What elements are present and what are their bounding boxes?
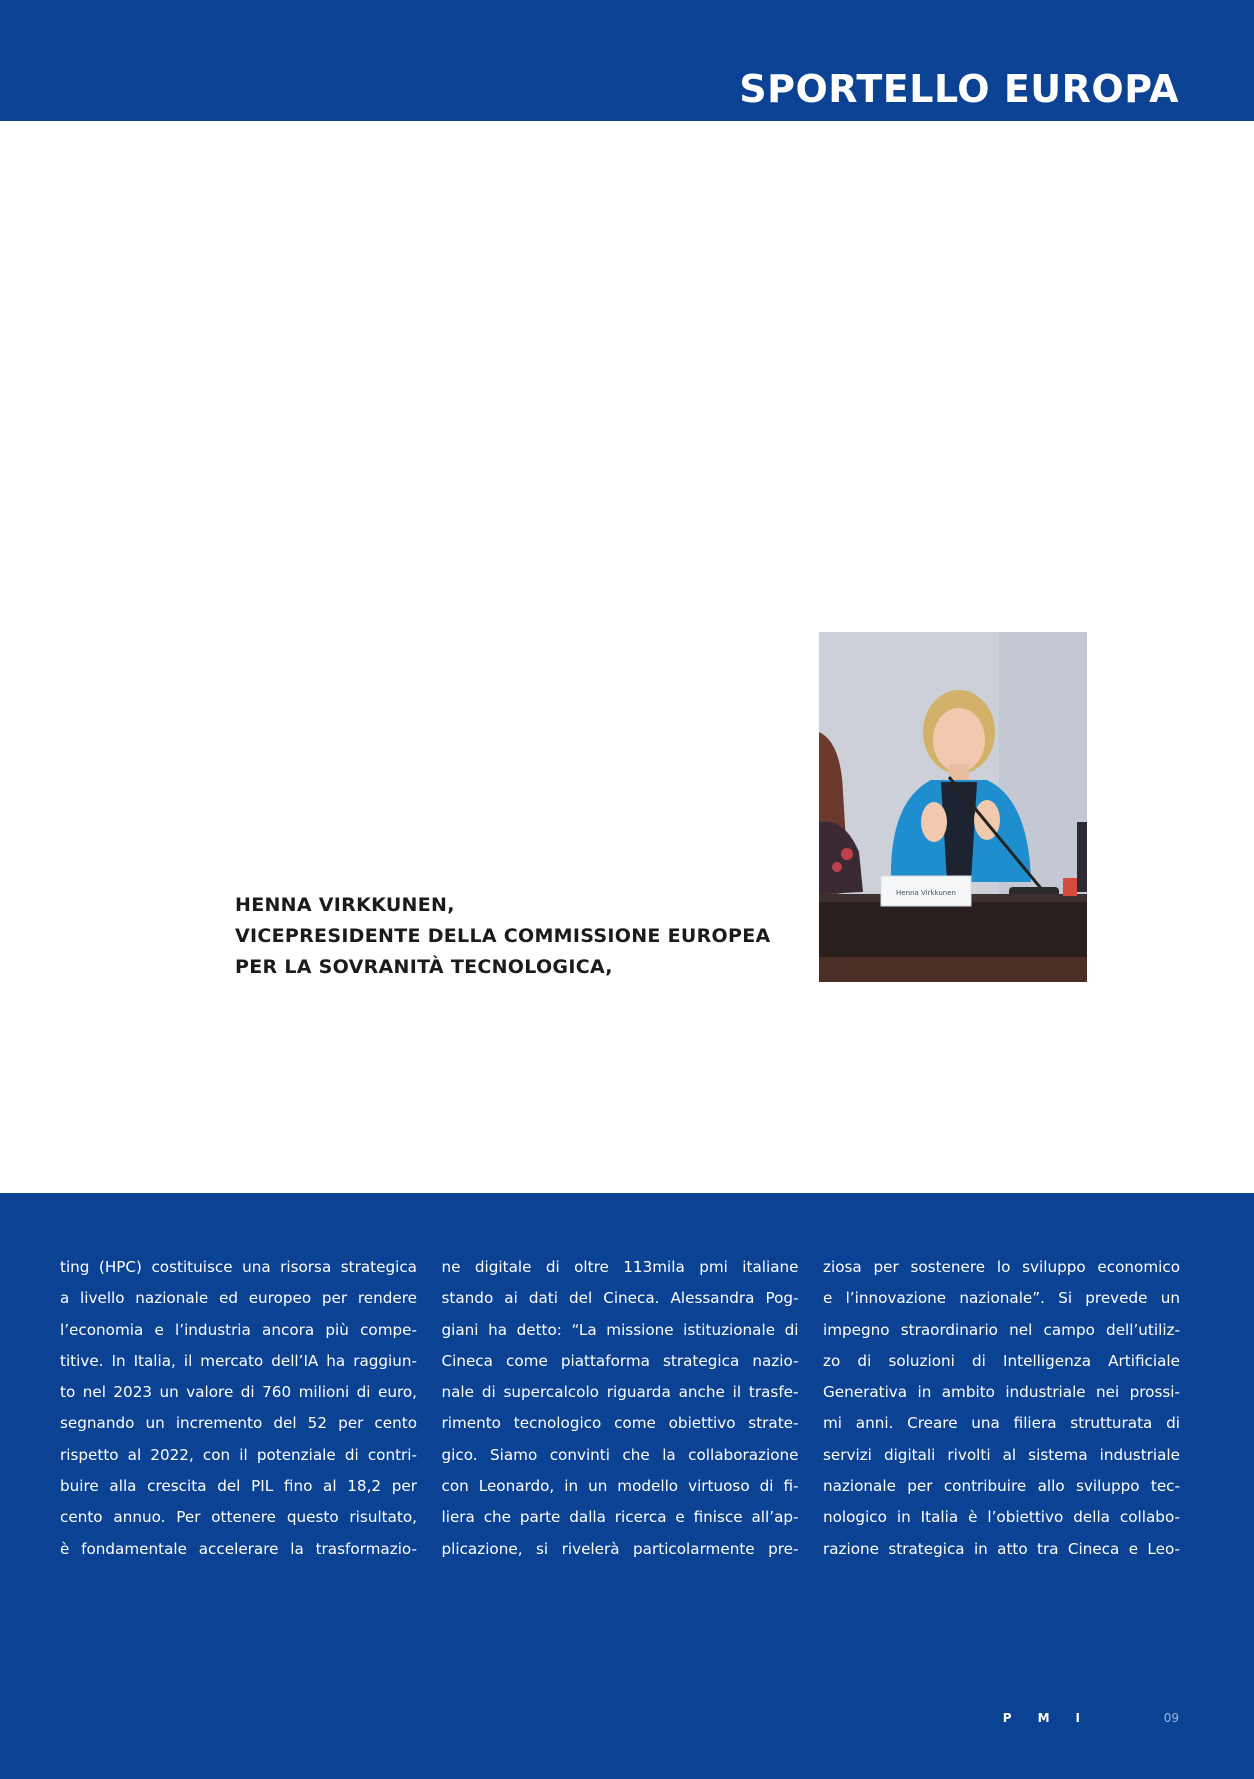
- article-body: [60, 1252, 1180, 1565]
- text-line: stando ai dati del Cineca. Alessandra Pog-: [441, 1289, 799, 1308]
- text-line: razione strategica in atto tra Cineca e Leo-: [823, 1539, 1180, 1558]
- text-line: è fondamentale accelerare la trasformazio-: [60, 1539, 417, 1558]
- article-column-1: [60, 1252, 417, 1565]
- text-line: rispetto al 2022, con il potenziale di contri-: [60, 1445, 417, 1464]
- text-line: nazionale per contribuire allo sviluppo tec-: [823, 1477, 1180, 1496]
- photo-caption: [235, 890, 795, 983]
- text-line: impegno straordinario nel campo dell’utiliz-: [823, 1320, 1180, 1339]
- text-line: plicazione, si rivelerà particolarmente pre-: [441, 1539, 799, 1558]
- text-line: ne digitale di oltre 113mila pmi italiane: [441, 1258, 799, 1276]
- text-line: giani ha detto: “La missione istituzionale di: [441, 1320, 799, 1339]
- text-line: cento annuo. Per ottenere questo risultato,: [60, 1508, 417, 1527]
- text-line: segnando un incremento del 52 per cento: [60, 1414, 417, 1433]
- text-line: Generativa in ambito industriale nei prossi-: [823, 1383, 1180, 1402]
- text-line: rimento tecnologico come obiettivo strate-: [441, 1414, 799, 1433]
- text-line: ziosa per sostenere lo sviluppo economico: [823, 1258, 1180, 1276]
- text-line: nale di supercalcolo riguarda anche il trasfe-: [441, 1383, 799, 1402]
- caption-line: HENNA VIRKKUNEN,: [235, 894, 455, 916]
- text-line: servizi digitali rivolti al sistema industriale: [823, 1445, 1180, 1464]
- text-line: to nel 2023 un valore di 760 milioni di euro,: [60, 1383, 417, 1402]
- text-line: titive. In Italia, il mercato dell’IA ha raggiun-: [60, 1351, 417, 1370]
- caption-line: VICEPRESIDENTE DELLA COMMISSIONE EUROPEA: [235, 925, 771, 947]
- portrait-photo: [819, 632, 1087, 982]
- article-column-3: [823, 1252, 1180, 1565]
- text-line: ting (HPC) costituisce una risorsa strategica: [60, 1258, 417, 1276]
- article-column-2: [442, 1252, 799, 1565]
- text-line: l’economia e l’industria ancora più compe-: [60, 1320, 417, 1339]
- magazine-brand: PMI: [1002, 1711, 1106, 1725]
- text-line: a livello nazionale ed europeo per rendere: [60, 1289, 417, 1308]
- caption-line: PER LA SOVRANITÀ TECNOLOGICA,: [235, 956, 613, 978]
- text-line: buire alla crescita del PIL fino al 18,2 per: [60, 1477, 417, 1496]
- text-line: zo di soluzioni di Intelligenza Artificiale: [823, 1351, 1180, 1370]
- text-line: nologico in Italia è l’obiettivo della collabo-: [823, 1508, 1180, 1527]
- text-line: e l’innovazione nazionale”. Si prevede un: [823, 1289, 1180, 1308]
- section-title: SPORTELLO EUROPA: [739, 67, 1179, 111]
- text-line: mi anni. Creare una filiera strutturata di: [823, 1414, 1180, 1433]
- text-line: gico. Siamo convinti che la collaborazione: [441, 1445, 799, 1464]
- header-band: [0, 0, 1254, 121]
- nameplate-text: Henna Virkkunen: [896, 889, 956, 897]
- text-line: Cineca come piattaforma strategica nazio-: [441, 1351, 799, 1370]
- text-line: liera che parte dalla ricerca e finisce all’ap-: [441, 1508, 799, 1527]
- text-line: con Leonardo, in un modello virtuoso di fi-: [441, 1477, 799, 1496]
- page-number: 09: [1163, 1711, 1179, 1725]
